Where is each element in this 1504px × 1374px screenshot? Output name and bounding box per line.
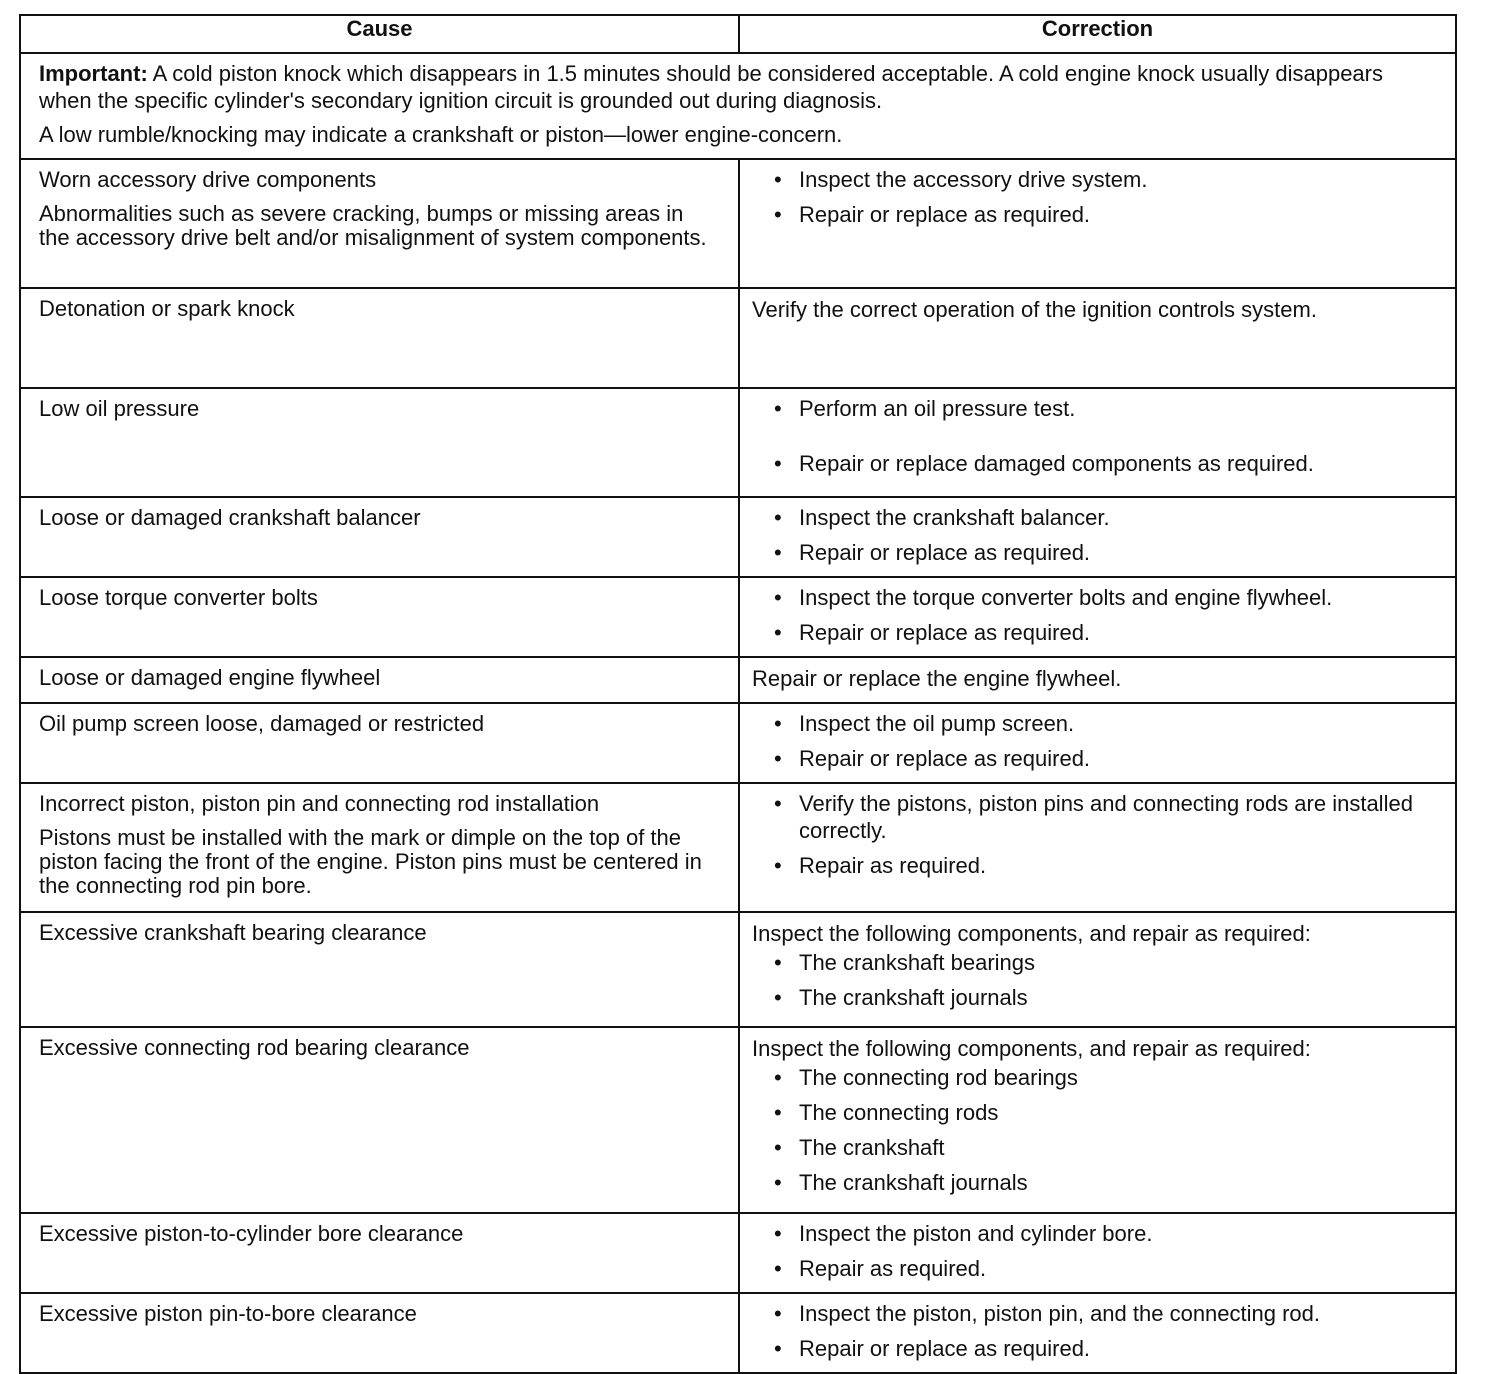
table-row [20,1213,1456,1293]
cause-cell [20,388,739,497]
list-item: • Inspect the piston, piston pin, and the connecting rod. [774,1300,1443,1327]
table-row [20,497,1456,577]
correction-cell [739,783,1456,912]
list-item: • Verify the pistons, piston pins and connecting rods are installed correctly. [774,790,1443,844]
correction-cell [739,1213,1456,1293]
correction-list [752,395,1443,477]
table-row [20,783,1456,912]
correction-cell [739,388,1456,497]
table-row [20,159,1456,288]
cause-cell [20,657,739,703]
cause-title: Loose or damaged crankshaft balancer [39,505,421,530]
list-item: • The connecting rods [774,1099,1443,1126]
cause-detail: Abnormalities such as severe cracking, bumps or missing areas in the accessory drive belt and/or misalignment of system components. [39,201,707,250]
list-item: • The crankshaft [774,1134,1443,1161]
correction-text: Repair or replace the engine flywheel. [752,666,1122,691]
cause-column-header: Cause [20,15,739,53]
important-notice [20,53,1456,159]
cause-cell [20,912,739,1027]
correction-list [752,1064,1443,1196]
cause-cell [20,1213,739,1293]
cause-title: Worn accessory drive components [39,167,377,192]
table-row [20,1027,1456,1213]
correction-list [752,504,1443,566]
correction-cell [739,1027,1456,1213]
important-paragraph [39,60,1437,114]
cause-title: Oil pump screen loose, damaged or restricted [39,711,485,736]
correction-cell [739,703,1456,783]
list-item: • Inspect the piston and cylinder bore. [774,1220,1443,1247]
table-row [20,388,1456,497]
cause-cell [20,288,739,388]
correction-cell [739,1293,1456,1373]
cause-cell [20,577,739,657]
list-item: • Inspect the accessory drive system. [774,166,1443,193]
list-item: • Repair or replace as required. [774,1335,1443,1362]
list-item: • Repair as required. [774,852,1443,879]
cause-title: Loose or damaged engine flywheel [39,665,381,690]
important-notice-row [20,53,1456,159]
list-item: • Repair or replace as required. [774,619,1443,646]
correction-cell [739,657,1456,703]
correction-list [752,710,1443,772]
correction-text: Inspect the following components, and repair as required: [752,1036,1311,1061]
list-item: • The crankshaft journals [774,1169,1443,1196]
important-note: A low rumble/knocking may indicate a crankshaft or piston—lower engine-concern. [39,122,843,147]
important-text: A cold piston knock which disappears in 1.5 minutes should be considered acceptable. A cold engine knock usually disappears when the specific cylinder's secondary ignition circuit is grounded out during diagnosis. [39,61,1383,113]
cause-cell [20,703,739,783]
table-row [20,657,1456,703]
diagnostic-document [19,14,1455,1374]
list-item: • Repair or replace as required. [774,539,1443,566]
cause-correction-table [19,14,1457,1374]
cause-title: Incorrect piston, piston pin and connecting rod installation [39,791,600,816]
table-row [20,703,1456,783]
correction-list [752,949,1443,1011]
correction-list [752,1220,1443,1282]
correction-list [752,1300,1443,1362]
cause-cell [20,159,739,288]
correction-cell [739,159,1456,288]
correction-text: Verify the correct operation of the ignition controls system. [752,297,1317,322]
list-item: • Inspect the crankshaft balancer. [774,504,1443,531]
cause-title: Loose torque converter bolts [39,585,318,610]
cause-cell [20,783,739,912]
list-item: • Inspect the torque converter bolts and engine flywheel. [774,584,1443,611]
important-label: Important: [39,61,148,86]
list-item: • Repair or replace as required. [774,745,1443,772]
cause-title: Excessive crankshaft bearing clearance [39,920,427,945]
cause-cell [20,497,739,577]
list-item: • Repair as required. [774,1255,1443,1282]
correction-list [752,166,1443,228]
correction-list [752,584,1443,646]
cause-title: Excessive piston-to-cylinder bore clearance [39,1221,464,1246]
table-row [20,577,1456,657]
list-item: • Repair or replace damaged components as required. [774,450,1443,477]
list-item: • The crankshaft bearings [774,949,1443,976]
table-row [20,288,1456,388]
cause-title: Low oil pressure [39,396,200,421]
correction-cell [739,497,1456,577]
cause-title: Excessive connecting rod bearing clearance [39,1035,470,1060]
correction-cell [739,577,1456,657]
cause-title: Excessive piston pin-to-bore clearance [39,1301,417,1326]
list-item: • Inspect the oil pump screen. [774,710,1443,737]
list-item: • Repair or replace as required. [774,201,1443,228]
correction-text: Inspect the following components, and repair as required: [752,921,1311,946]
correction-column-header: Correction [739,15,1456,53]
list-item: • The connecting rod bearings [774,1064,1443,1091]
correction-cell [739,912,1456,1027]
table-row [20,1293,1456,1373]
header-row [20,15,1456,53]
list-item: • Perform an oil pressure test. [774,395,1443,422]
correction-cell [739,288,1456,388]
cause-title: Detonation or spark knock [39,296,295,321]
cause-cell [20,1293,739,1373]
correction-list [752,790,1443,879]
cause-cell [20,1027,739,1213]
cause-detail: Pistons must be installed with the mark or dimple on the top of the piston facing the front of the engine. Piston pins must be centered in the connecting rod pin bore. [39,825,702,898]
list-item: • The crankshaft journals [774,984,1443,1011]
table-row [20,912,1456,1027]
